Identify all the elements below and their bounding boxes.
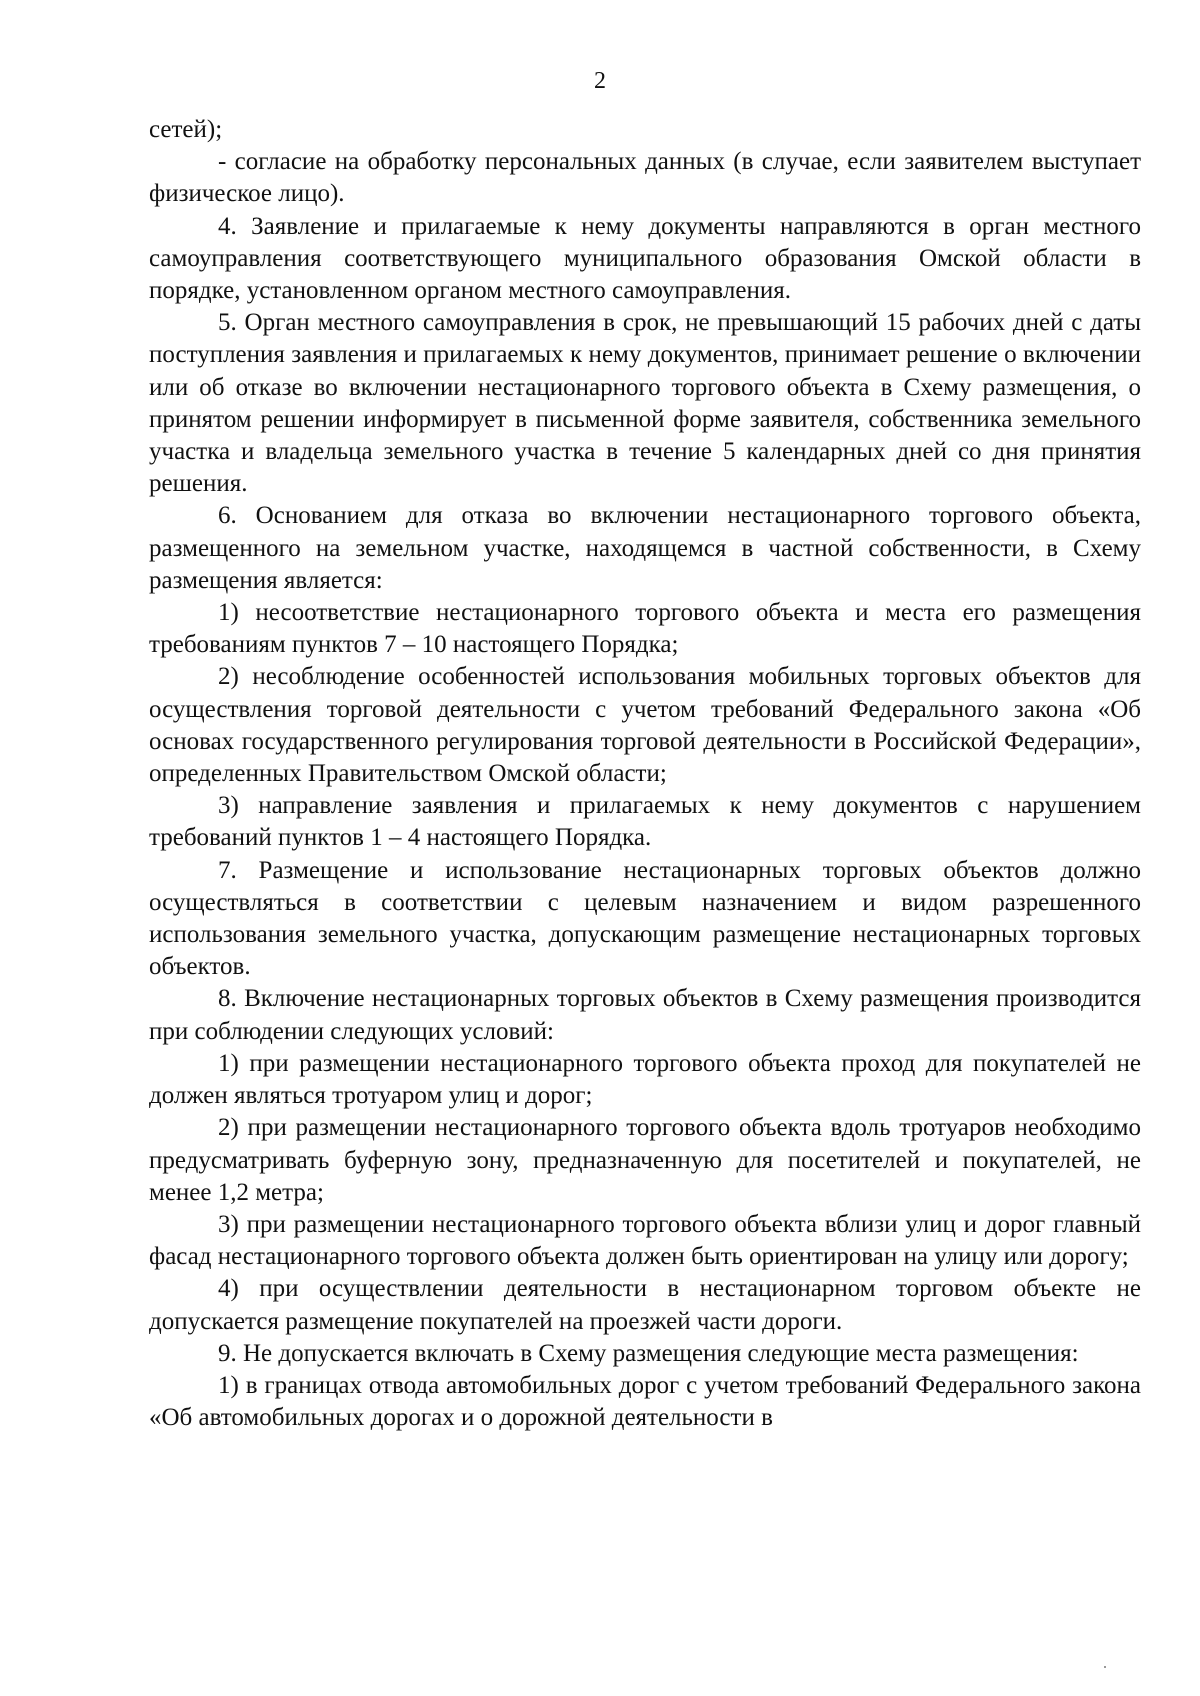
page-number: 2 xyxy=(594,68,606,94)
list-item: 2) при размещении нестационарного торгового объекта вдоль тротуаров необходимо предусматривать буферную зону, предназначенную для посетителей и покупателей, не менее 1,2 метра; xyxy=(149,1114,1141,1206)
paragraph: 7. Размещение и использование нестационарных торговых объектов должно осуществляться в соответствии с целевым назначением и видом разрешенного использования земельного участка, допускающим размещение нестационарных торговых объектов. xyxy=(149,856,1141,981)
paragraph: 8. Включение нестационарных торговых объектов в Схему размещения производится при соблюдении следующих условий: xyxy=(149,985,1141,1045)
scan-speck xyxy=(1104,1666,1106,1668)
list-item: 4) при осуществлении деятельности в нестационарном торговом объекте не допускается размещение покупателей на проезжей части дороги. xyxy=(149,1275,1141,1335)
list-item: 1) при размещении нестационарного торгового объекта проход для покупателей не должен являться тротуаром улиц и дорог; xyxy=(149,1049,1141,1110)
list-item: 1) несоответствие нестационарного торгового объекта и места его размещения требованиям пунктов 7 – 10 настоящего Порядка; xyxy=(149,599,1141,659)
paragraph: 6. Основанием для отказа во включении нестационарного торгового объекта, размещенного на земельном участке, находящемся в частной собственности, в Схему размещения является: xyxy=(149,502,1141,594)
paragraph: 4. Заявление и прилагаемые к нему документы направляются в орган местного самоуправления соответствующего муниципального образования Омской области в порядке, установленном органом местного самоуправления. xyxy=(149,212,1141,305)
paragraph: 5. Орган местного самоуправления в срок, не превышающий 15 рабочих дней с даты поступления заявления и прилагаемых к нему документов, принимает решение о включении или об отказе во включении нестационарного торгового объекта в Схему размещения, о принятом решении информирует в письменной форме заявителя, собственника земельного участка и владельца земельного участка в течение 5 календарных дней со дня принятия решения. xyxy=(149,309,1141,498)
list-item: 3) направление заявления и прилагаемых к нему документов с нарушением требований пунктов 1 – 4 настоящего Порядка. xyxy=(149,792,1141,852)
document-body xyxy=(149,114,1141,1434)
list-item: 1) в границах отвода автомобильных дорог с учетом требований Федерального закона «Об автомобильных дорогах и о дорожной деятельности в xyxy=(149,1371,1141,1432)
paragraph: 9. Не допускается включать в Схему размещения следующие места размещения: xyxy=(218,1339,1079,1367)
paragraph: - согласие на обработку персональных данных (в случае, если заявителем выступает физическое лицо). xyxy=(149,148,1141,208)
paragraph: сетей); xyxy=(149,116,223,143)
list-item: 3) при размещении нестационарного торгового объекта вблизи улиц и дорог главный фасад нестационарного торгового объекта должен быть ориентирован на улицу или дорогу; xyxy=(149,1210,1141,1271)
list-item: 2) несоблюдение особенностей использования мобильных торговых объектов для осуществления торговой деятельности с учетом требований Федерального закона «Об основах государственного регулирования торговой деятельности в Российской Федерации», определенных Правительством Омской области; xyxy=(149,663,1141,788)
